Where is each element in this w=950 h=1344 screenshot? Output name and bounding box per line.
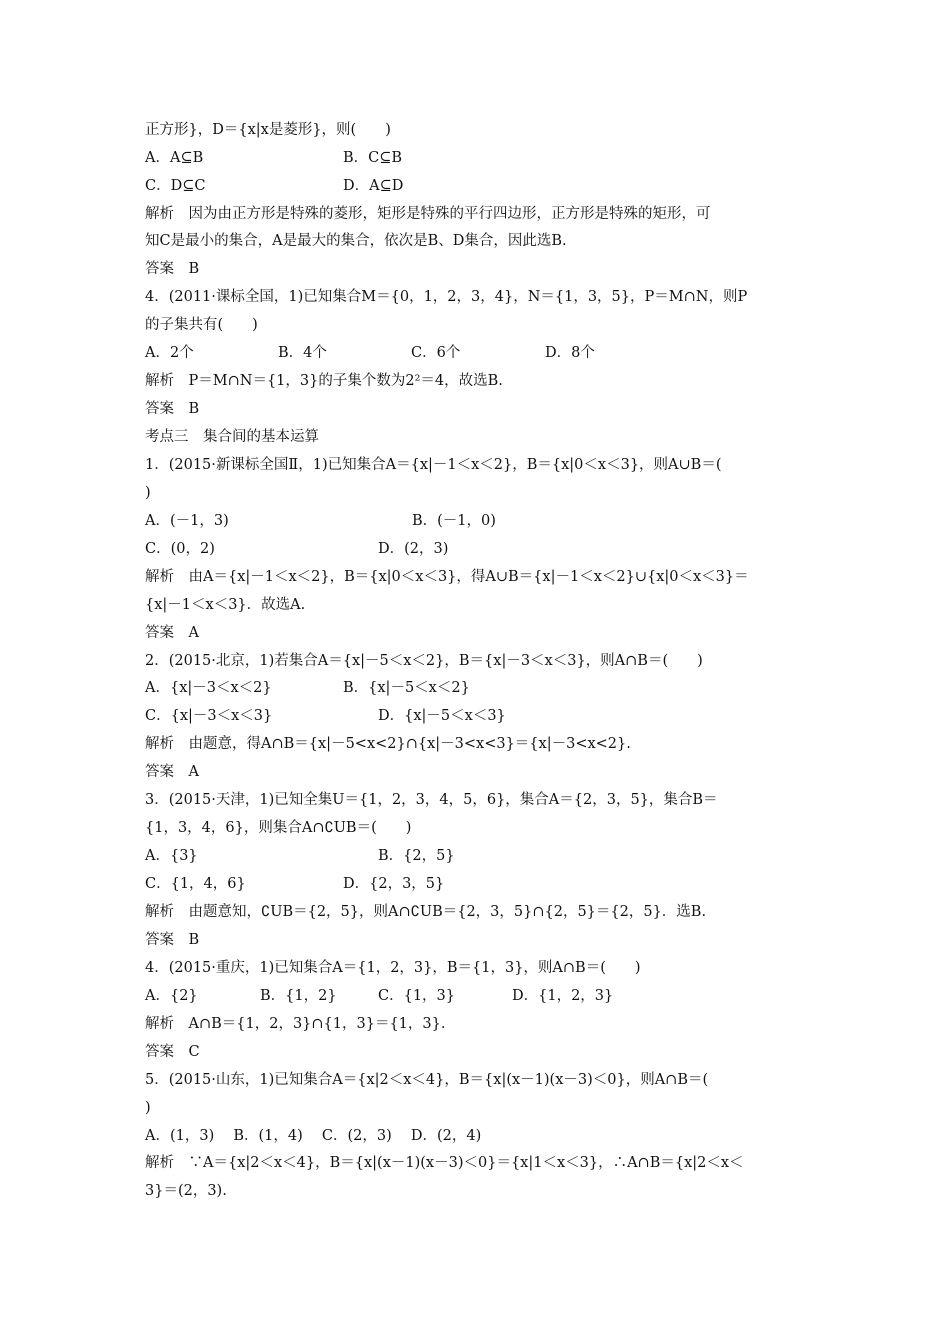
- option-a: A．2个: [145, 345, 194, 361]
- analysis-text: 解析 由题意知，∁UB＝{2，5}，则A∩∁UB＝{2，3，5}∩{2，5}＝{2，5}．选B.: [145, 904, 707, 920]
- option-a: A．{2}: [145, 988, 198, 1004]
- option-b: B．{x|－5＜x＜2}: [343, 680, 470, 696]
- analysis-text: 解析 由题意，得A∩B＝{x|－5<x<2}∩{x|－3<x<3}＝{x|－3<x<2}.: [145, 736, 631, 752]
- answer-text: 答案 B: [145, 932, 200, 948]
- option-d: D．{2，3，5}: [343, 876, 445, 892]
- answer-text: 答案 A: [145, 625, 199, 641]
- option-c: C．{1，3}: [378, 988, 455, 1004]
- analysis-text: 解析 A∩B＝{1，2，3}∩{1，3}＝{1，3}.: [145, 1016, 446, 1032]
- option-a: A．(－1，3): [145, 513, 229, 529]
- option-d: D．A⊆D: [343, 178, 404, 194]
- analysis-text: 知C是最小的集合，A是最大的集合，依次是B、D集合，因此选B.: [145, 233, 567, 249]
- analysis-text: 解析 因为由正方形是特殊的菱形，矩形是特殊的平行四边形，正方形是特殊的矩形，可: [145, 206, 711, 222]
- option-b: B．{1，2}: [260, 988, 337, 1004]
- option-d: D．8个: [545, 345, 595, 361]
- option-a: A．{x|－3＜x＜2}: [145, 680, 272, 696]
- option-d: D．(2，3): [378, 541, 449, 557]
- option-a: A．{3}: [145, 848, 198, 864]
- option-b: B．(－1，0): [412, 513, 496, 529]
- question-text: 1．(2015·新课标全国Ⅱ，1)已知集合A＝{x|－1＜x＜2}，B＝{x|0＜x＜3}，则A∪B＝(: [145, 457, 722, 473]
- option-c: C．{1，4，6}: [145, 876, 246, 892]
- section-heading: 考点三 集合间的基本运算: [145, 429, 319, 445]
- analysis-text: 解析 ∵A＝{x|2＜x＜4}，B＝{x|(x－1)(x－3)＜0}＝{x|1＜x＜3}，∴A∩B＝{x|2＜x＜: [145, 1155, 744, 1171]
- question-text: 的子集共有( ): [145, 317, 258, 333]
- question-text: ): [145, 1100, 151, 1116]
- option-c: C．D⊆C: [145, 178, 206, 194]
- question-text: ): [145, 485, 151, 501]
- option-c: C．{x|－3＜x＜3}: [145, 708, 273, 724]
- option-b: B．{2，5}: [378, 848, 455, 864]
- analysis-text: 解析 由A＝{x|－1＜x＜2}，B＝{x|0＜x＜3}，得A∪B＝{x|－1＜x＜2}∪{x|0＜x＜3}＝: [145, 569, 749, 585]
- option-d: D．{1，2，3}: [512, 988, 614, 1004]
- analysis-text: 解析 P＝M∩N＝{1，3}的子集个数为2²＝4，故选B.: [145, 373, 503, 389]
- answer-text: 答案 B: [145, 261, 200, 277]
- question-text: 4．(2015·重庆，1)已知集合A＝{1，2，3}，B＝{1，3}，则A∩B＝( ): [145, 960, 641, 976]
- option-b: B．C⊆B: [343, 150, 403, 166]
- answer-text: 答案 A: [145, 764, 199, 780]
- question-text: 4．(2011·课标全国，1)已知集合M＝{0，1，2，3，4}，N＝{1，3，5}，P＝M∩N，则P: [145, 289, 748, 305]
- question-text: 2．(2015·北京，1)若集合A＝{x|－5＜x＜2}，B＝{x|－3＜x＜3}，则A∩B＝( ): [145, 653, 703, 669]
- option-c: C．(0，2): [145, 541, 215, 557]
- question-text: 5．(2015·山东，1)已知集合A＝{x|2＜x＜4}，B＝{x|(x－1)(x－3)＜0}，则A∩B＝(: [145, 1072, 709, 1088]
- option-d: D．{x|－5＜x＜3}: [378, 708, 506, 724]
- analysis-text: 3}＝(2，3).: [145, 1183, 227, 1199]
- answer-text: 答案 B: [145, 401, 200, 417]
- text-line: 正方形}，D＝{x|x是菱形}，则( ): [145, 122, 391, 138]
- answer-text: 答案 C: [145, 1044, 200, 1060]
- question-text: {1，3，4，6}，则集合A∩∁UB＝( ): [145, 820, 412, 836]
- option-c: C．6个: [411, 345, 461, 361]
- option-b: B．4个: [278, 345, 327, 361]
- option-a: A．A⊆B: [145, 150, 204, 166]
- analysis-text: {x|－1＜x＜3}．故选A.: [145, 597, 306, 613]
- options-row: A．(1，3) B．(1，4) C．(2，3) D．(2，4): [145, 1128, 482, 1144]
- question-text: 3．(2015·天津，1)已知全集U＝{1，2，3，4，5，6}，集合A＝{2，3，5}，集合B＝: [145, 792, 718, 808]
